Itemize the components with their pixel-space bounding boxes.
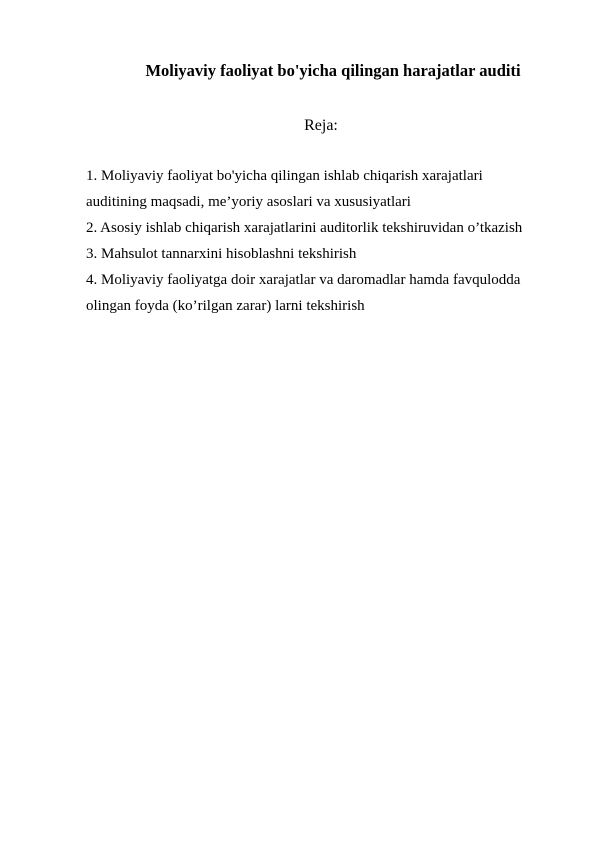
plan-line: 1. Moliyaviy faoliyat bo'yicha qilingan ishlab chiqarish xarajatlari: [86, 168, 483, 184]
plan-line: olingan foyda (ko’rilgan zarar) larni tekshirish: [86, 298, 365, 314]
plan-line: 4. Moliyaviy faoliyatga doir xarajatlar va daromadlar hamda favqulodda: [86, 272, 521, 288]
plan-heading: Reja:: [304, 117, 338, 134]
plan-line: 2. Asosiy ishlab chiqarish xarajatlarini auditorlik tekshiruvidan o’tkazish: [86, 220, 523, 236]
plan-line: auditining maqsadi, me’yoriy asoslari va xususiyatlari: [86, 194, 411, 210]
plan-list: [86, 163, 556, 319]
document-title: Moliyaviy faoliyat bo'yicha qilingan harajatlar auditi: [145, 61, 521, 80]
plan-line: 3. Mahsulot tannarxini hisoblashni tekshirish: [86, 246, 357, 262]
